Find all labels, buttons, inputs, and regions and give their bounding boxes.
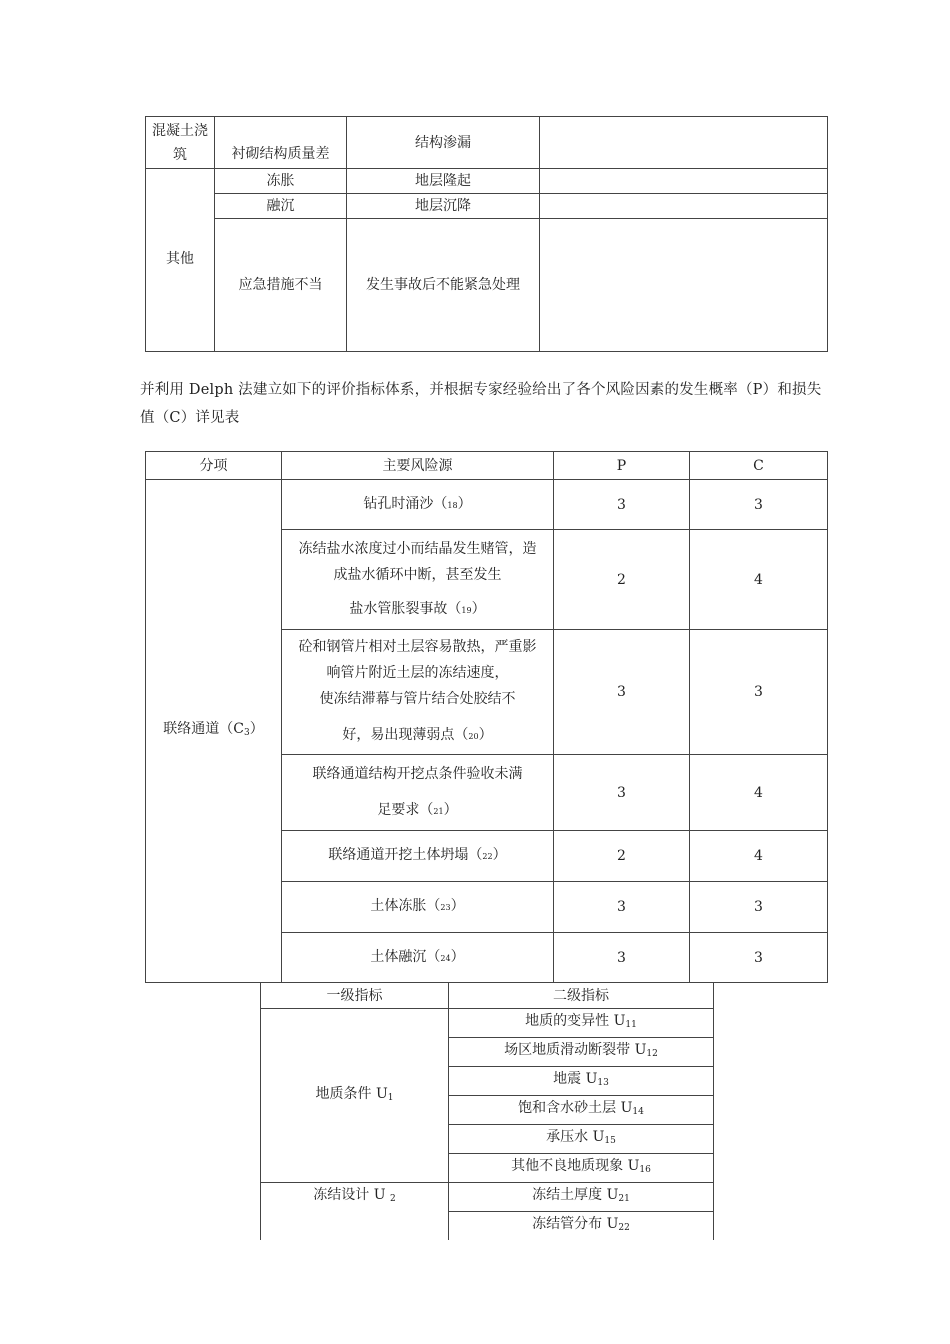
risk-source-table	[145, 451, 828, 983]
table-cell: 地层沉降	[347, 194, 540, 219]
p-cell: 3	[554, 882, 690, 933]
table-cell: 融沉	[215, 194, 347, 219]
header-cell: P	[554, 452, 690, 480]
risk-cell: 砼和钢管片相对土层容易散热，严重影 响管片附近土层的冻结速度， 使冻结滞幕与管片结合处胶结不 好，易出现薄弱点（20）	[282, 630, 554, 755]
table-cell: 结构渗漏	[347, 117, 540, 169]
group-cell: 联络通道（C3）	[146, 480, 282, 983]
p-cell: 3	[554, 480, 690, 530]
table-cell	[540, 169, 828, 194]
level1-cell: 冻结设计 U 2	[261, 1183, 449, 1241]
c-cell: 3	[690, 630, 828, 755]
table-cell	[540, 194, 828, 219]
risk-cell: 土体融沉（24）	[282, 933, 554, 983]
level1-cell: 地质条件 U1	[261, 1009, 449, 1183]
table-row	[146, 219, 828, 352]
table-row	[146, 117, 828, 169]
risk-cell: 冻结盐水浓度过小而结晶发生赌管，造 成盐水循环中断，甚至发生 盐水管胀裂事故（19）	[282, 530, 554, 630]
table-cell	[540, 117, 828, 169]
table-cell: 冻胀	[215, 169, 347, 194]
c-cell: 3	[690, 480, 828, 530]
table-cell: 应急措施不当	[215, 219, 347, 352]
risk-cell: 联络通道开挖土体坍塌（22）	[282, 831, 554, 882]
level2-cell: 冻结土厚度 U21	[449, 1183, 714, 1212]
p-cell: 3	[554, 933, 690, 983]
level2-cell: 地震 U13	[449, 1067, 714, 1096]
risk-cell: 联络通道结构开挖点条件验收未满 足要求（21）	[282, 755, 554, 831]
table-row	[261, 1183, 714, 1212]
table-row	[146, 169, 828, 194]
c-cell: 4	[690, 831, 828, 882]
table-cell	[540, 219, 828, 352]
c-cell: 3	[690, 933, 828, 983]
level2-cell: 冻结管分布 U22	[449, 1212, 714, 1241]
table-row	[146, 480, 828, 530]
table-cell: 地层隆起	[347, 169, 540, 194]
risk-cell: 钻孔时涌沙（18）	[282, 480, 554, 530]
table-cell: 混凝土浇 筑	[146, 117, 215, 169]
c-cell: 4	[690, 530, 828, 630]
header-cell: C	[690, 452, 828, 480]
table-row	[146, 194, 828, 219]
level2-cell: 场区地质滑动断裂带 U12	[449, 1038, 714, 1067]
table-row	[261, 1009, 714, 1038]
p-cell: 3	[554, 630, 690, 755]
table-header-row	[146, 452, 828, 480]
table-cell: 发生事故后不能紧急处理	[347, 219, 540, 352]
level2-cell: 承压水 U15	[449, 1125, 714, 1154]
level2-cell: 饱和含水砂土层 U14	[449, 1096, 714, 1125]
risk-cell: 土体冻胀（23）	[282, 882, 554, 933]
header-cell: 二级指标	[449, 983, 714, 1009]
level2-cell: 其他不良地质现象 U16	[449, 1154, 714, 1183]
c-cell: 4	[690, 755, 828, 831]
p-cell: 3	[554, 755, 690, 831]
table-header-row	[261, 983, 714, 1009]
table-cell: 其他	[146, 169, 215, 352]
header-cell: 一级指标	[261, 983, 449, 1009]
p-cell: 2	[554, 530, 690, 630]
risk-table-continued	[145, 116, 828, 352]
header-cell: 分项	[146, 452, 282, 480]
body-paragraph: 并利用 Delph 法建立如下的评价指标体系，并根据专家经验给出了各个风险因素的发生概率（P）和损失值（C）详见表	[140, 382, 822, 426]
c-cell: 3	[690, 882, 828, 933]
p-cell: 2	[554, 831, 690, 882]
header-cell: 主要风险源	[282, 452, 554, 480]
index-system-table	[260, 982, 714, 1240]
level2-cell: 地质的变异性 U11	[449, 1009, 714, 1038]
table-cell: 衬砌结构质量差	[215, 117, 347, 169]
